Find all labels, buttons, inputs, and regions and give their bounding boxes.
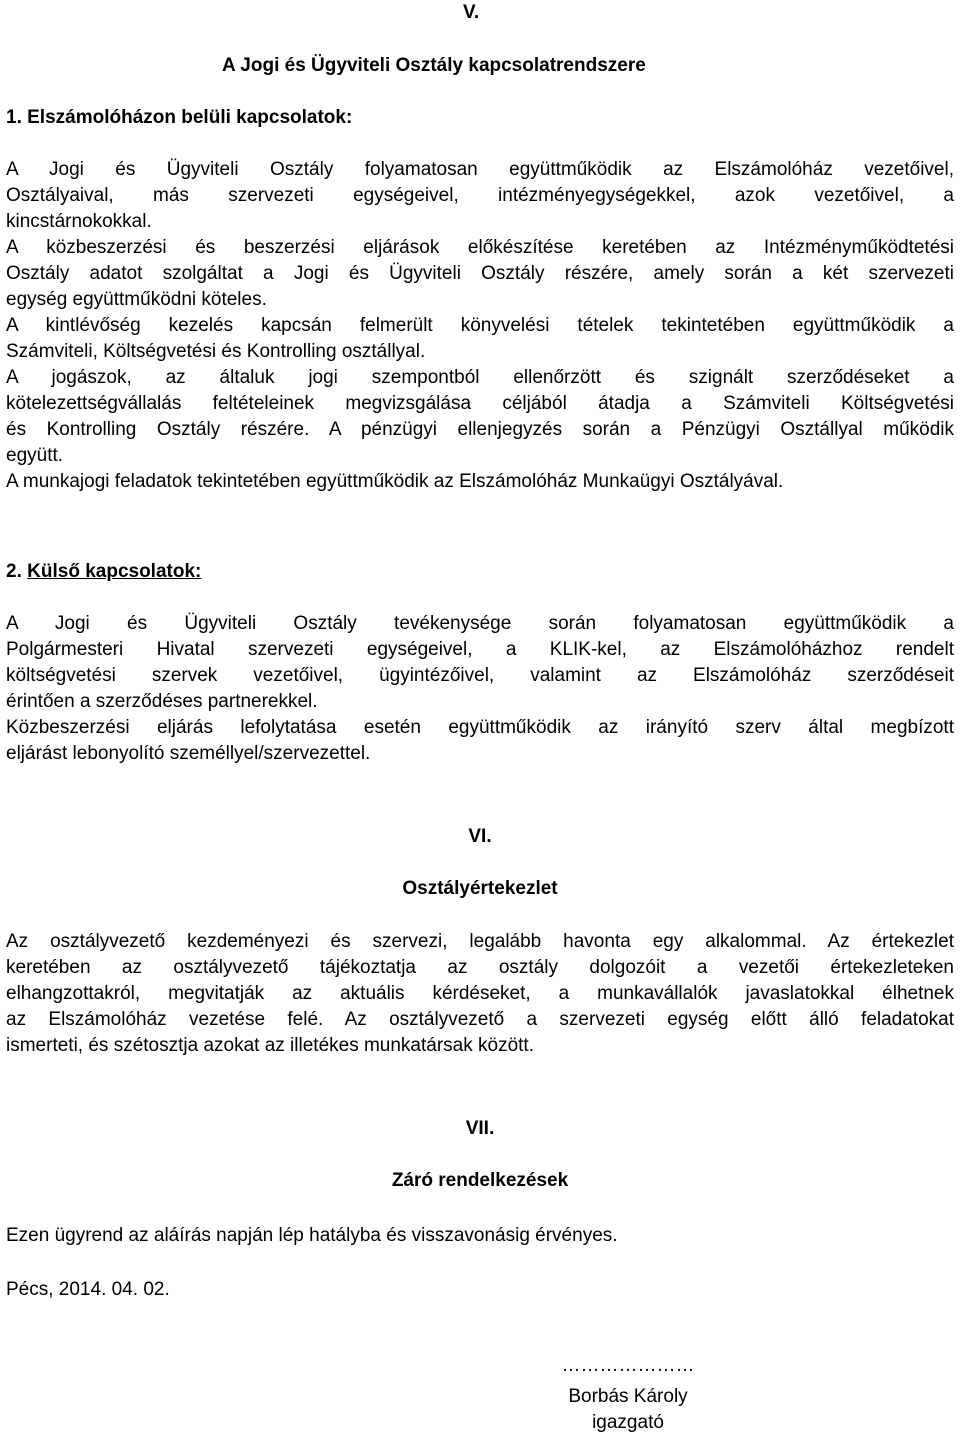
paragraph (6, 469, 954, 495)
section-number: VI. (468, 826, 492, 847)
text-line: kötelezettségvállalás feltételeinek megvizsgálása céljából átadja a Számviteli Költségvetési (6, 393, 954, 414)
text-line: Osztályaival, más szervezeti egységeivel, intézményegységekkel, azok vezetőivel, a (6, 185, 954, 206)
paragraph (6, 715, 954, 767)
text-line: A Jogi és Ügyviteli Osztály folyamatosan együttműködik az Elszámolóház vezetőivel, (6, 159, 954, 180)
text-line: A Jogi és Ügyviteli Osztály tevékenysége során folyamatosan együttműködik a (6, 613, 954, 634)
text-line: A jogászok, az általuk jogi szempontból ellenőrzött és szignált szerződéseket a (6, 367, 954, 388)
section-title: Osztályértekezlet (402, 878, 558, 899)
paragraph (6, 235, 954, 313)
text-line: Számviteli, Költségvetési és Kontrolling osztállyal. (6, 341, 426, 362)
subsection-number: 2. (6, 561, 22, 582)
text-line: A közbeszerzési és beszerzési eljárások előkészítése keretében az Intézményműködtetési (6, 237, 954, 258)
text-line: költségvetési szervek vezetőivel, ügyintézőivel, valamint az Elszámolóház szerződéseit (6, 665, 954, 686)
signature-name: Borbás Károly (568, 1386, 688, 1407)
text-line: Polgármesteri Hivatal szervezeti egységeivel, a KLIK-kel, az Elszámolóházhoz rendelt (6, 639, 954, 660)
signature-role: igazgató (592, 1412, 664, 1433)
paragraph (6, 365, 954, 469)
text-line: egység együttműködni köteles. (6, 289, 267, 310)
subsection-heading: 1. Elszámolóházon belüli kapcsolatok: (6, 107, 353, 128)
text-line: A kintlévőség kezelés kapcsán felmerült könyvelési tételek tekintetében együttműködik a (6, 315, 954, 336)
section-number: V. (463, 2, 480, 23)
signature-dots: ………………… (561, 1355, 695, 1376)
text-line: az Elszámolóház vezetése felé. Az osztályvezető a szervezeti egység előtt álló feladatokat (6, 1009, 954, 1030)
text-line: kincstárnokokkal. (6, 211, 152, 232)
text-line: érintően a szerződéses partnerekkel. (6, 691, 318, 712)
paragraph (6, 157, 954, 235)
closing-statement: Ezen ügyrend az aláírás napján lép hatályba és visszavonásig érvényes. (6, 1225, 618, 1246)
subsection-heading (6, 559, 201, 585)
section-title: Záró rendelkezések (391, 1170, 569, 1191)
text-line: és Kontrolling Osztály részére. A pénzügyi ellenjegyzés során a Pénzügyi Osztállyal működik (6, 419, 954, 440)
place-date: Pécs, 2014. 04. 02. (6, 1279, 170, 1300)
text-line: Az osztályvezető kezdeményezi és szervezi, legalább havonta egy alkalommal. Az értekezlet (6, 931, 954, 952)
paragraph (6, 611, 954, 715)
paragraph (6, 929, 954, 1059)
section-number: VII. (465, 1118, 495, 1139)
text-line: Közbeszerzési eljárás lefolytatása esetén együttműködik az irányító szerv által megbízott (6, 717, 954, 738)
section-title: A Jogi és Ügyviteli Osztály kapcsolatrendszere (222, 55, 646, 76)
text-line: ismerteti, és szétosztja azokat az illetékes munkatársak között. (6, 1035, 534, 1056)
subsection-title: Külső kapcsolatok: (27, 561, 202, 582)
text-line: A munkajogi feladatok tekintetében együttműködik az Elszámolóház Munkaügyi Osztályával. (6, 471, 784, 492)
text-line: elhangzottakról, megvitatják az aktuális kérdéseket, a munkavállalók javaslatokkal élhetnek (6, 983, 954, 1004)
paragraph (6, 313, 954, 365)
text-line: eljárást lebonyolító személlyel/szervezettel. (6, 743, 371, 764)
text-line: együtt. (6, 445, 64, 466)
text-line: Osztály adatot szolgáltat a Jogi és Ügyviteli Osztály részére, amely során a két szervezeti (6, 263, 954, 284)
text-line: keretében az osztályvezető tájékoztatja az osztály dolgozóit a vezetői értekezleteken (6, 957, 954, 978)
